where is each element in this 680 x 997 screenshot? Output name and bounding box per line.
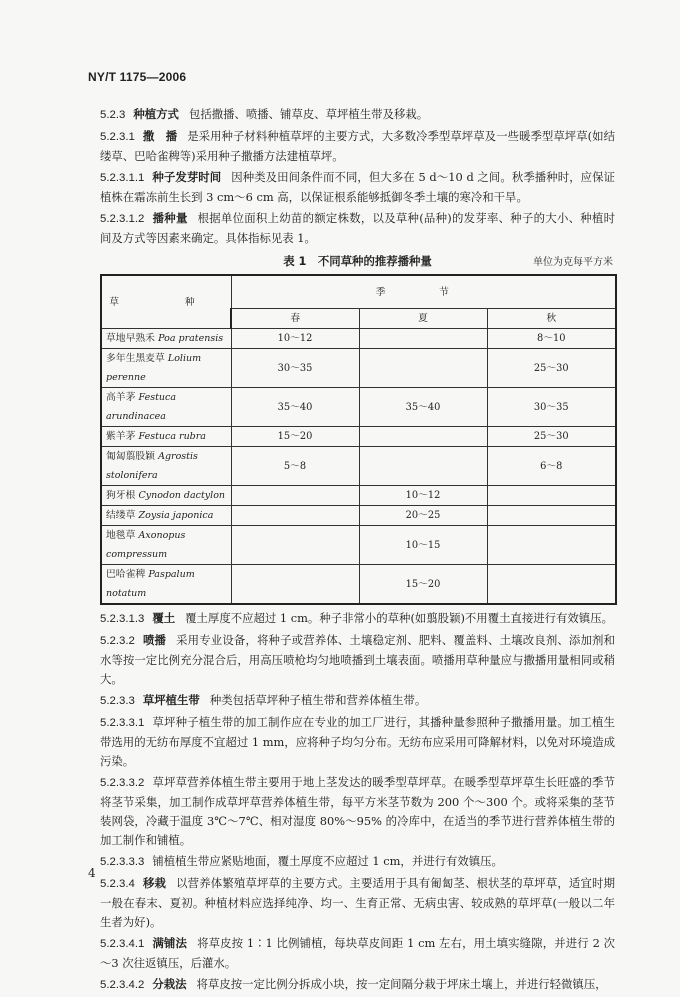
table-row: [101, 388, 616, 427]
section-number: 5.2.3.2: [100, 635, 135, 647]
rate-summer-cell: 15～20: [359, 565, 487, 605]
paragraph-5-2-3-4-1: [100, 934, 615, 973]
grass-latin-name: Cynodon dactylon: [138, 490, 226, 501]
grass-chinese-name: 地毯草: [106, 530, 136, 541]
paragraph-5-2-3-3-3: [100, 852, 615, 872]
section-text: 包括撒播、喷播、铺草皮、草坪植生带及移栽。: [188, 107, 429, 121]
section-number: 5.2.3.1: [100, 131, 135, 143]
table-row: [101, 447, 616, 486]
paragraph-5-2-3-1-2: [100, 209, 615, 248]
grass-name-cell: [101, 506, 231, 526]
grass-chinese-name: 高羊茅: [106, 392, 136, 403]
grass-name-cell: [101, 349, 231, 388]
rate-spring-cell: [231, 565, 359, 605]
rate-spring-cell: 30～35: [231, 349, 359, 388]
paragraph-5-2-3-1-3: [100, 609, 615, 629]
section-keyword: 种植方式: [133, 107, 179, 121]
paragraph-5-2-3-3-2: [100, 773, 615, 850]
paragraph-5-2-3-1-1: [100, 168, 615, 207]
section-number: 5.2.3.1.3: [100, 613, 145, 625]
section-number: 5.2.3.1.1: [100, 172, 145, 184]
section-number: 5.2.3.4: [100, 878, 135, 890]
paragraph-5-2-3-2: [100, 631, 615, 689]
grass-chinese-name: 紫羊茅: [106, 431, 136, 442]
section-number: 5.2.3.1.2: [100, 213, 145, 225]
rate-summer-cell: 10～12: [359, 486, 487, 506]
grass-chinese-name: 草地早熟禾: [106, 333, 155, 344]
grass-chinese-name: 匍匐翦股颖: [106, 451, 155, 462]
grass-chinese-name: 狗牙根: [106, 490, 136, 501]
column-header-season: 季 节: [231, 275, 616, 309]
rate-spring-cell: 15～20: [231, 427, 359, 447]
section-text: 覆土厚度不应超过 1 cm。种子非常小的草种(如翦股颖)不用覆土直接进行有效镇压。: [185, 611, 613, 625]
table-header-row: [101, 275, 616, 309]
column-header-grass: 草 种: [101, 275, 231, 329]
section-number: 5.2.3: [100, 109, 126, 121]
grass-latin-name: Festuca arundinacea: [106, 392, 177, 422]
rate-autumn-cell: [487, 486, 616, 506]
section-number: 5.2.3.4.2: [100, 979, 145, 991]
table-row: [101, 526, 616, 565]
rate-spring-cell: 5～8: [231, 447, 359, 486]
table-unit: 单位为克每平方米: [533, 257, 613, 268]
section-text: 草坪种子植生带的加工制作应在专业的加工厂进行，其播种量参照种子撒播用量。加工植生带选用的无纺布厚度不宜超过 1 mm，应将种子均匀分布。无纺布应采用可降解材料，以免对环境造成污染。: [100, 715, 615, 768]
table-row: [101, 427, 616, 447]
table-body: [101, 329, 616, 605]
grass-name-cell: [101, 388, 231, 427]
grass-chinese-name: 多年生黑麦草: [106, 353, 165, 364]
rate-summer-cell: 35～40: [359, 388, 487, 427]
section-text: 采用专业设备，将种子或营养体、土壤稳定剂、肥料、覆盖料、土壤改良剂、添加剂和水等按一定比例充分混合后，用高压喷枪均匀地喷播到土壤表面。喷播用草种量应与撒播用量相同或稍大。: [100, 633, 615, 686]
rate-autumn-cell: [487, 565, 616, 605]
column-header-spring: 春: [231, 309, 359, 329]
grass-latin-name: Axonopus compressum: [106, 530, 186, 560]
section-keyword: 撒 播: [142, 129, 178, 143]
grass-name-cell: [101, 447, 231, 486]
section-keyword: 分栽法: [152, 977, 187, 991]
grass-name-cell: [101, 486, 231, 506]
rate-summer-cell: [359, 349, 487, 388]
paragraph-5-2-3-3-1: [100, 713, 615, 771]
section-text: 根据单位面积上幼苗的额定株数，以及草种(品种)的发芽率、种子的大小、种植时间及方式等因素来确定。具体指标见表 1。: [100, 211, 615, 245]
table-row: [101, 506, 616, 526]
paragraph-5-2-3-4: [100, 874, 615, 932]
section-text: 种类包括草坪种子植生带和营养体植生带。: [209, 693, 427, 707]
section-number: 5.2.3.3.3: [100, 856, 145, 868]
section-text: 因种类及田间条件而不同，但大多在 5 d～10 d 之间。秋季播种时，应保证植株在霜冻前生长到 3 cm～6 cm 高，以保证根系能够抵御冬季土壤的寒冷和干旱。: [100, 170, 615, 204]
rate-spring-cell: [231, 526, 359, 565]
paragraph-5-2-3: [100, 105, 615, 125]
rate-summer-cell: 20～25: [359, 506, 487, 526]
rate-summer-cell: [359, 427, 487, 447]
rate-autumn-cell: [487, 506, 616, 526]
section-keyword: 覆土: [152, 611, 176, 625]
paragraph-5-2-3-3: [100, 691, 615, 711]
rate-summer-cell: [359, 329, 487, 349]
table-row: [101, 565, 616, 605]
document-code: NY/T 1175—2006: [88, 70, 187, 84]
rate-spring-cell: 10～12: [231, 329, 359, 349]
document-body: [100, 105, 615, 997]
section-text: 是采用种子材料种植草坪的主要方式，大多数冷季型草坪草及一些暖季型草坪草(如结缕草、巴哈雀稗等)采用种子撒播方法建植草坪。: [100, 129, 615, 163]
rate-autumn-cell: 30～35: [487, 388, 616, 427]
table-title: 表 1 不同草种的推荐播种量: [283, 254, 432, 268]
table-row: [101, 329, 616, 349]
grass-latin-name: Paspalum notatum: [106, 569, 195, 599]
rate-spring-cell: 35～40: [231, 388, 359, 427]
rate-summer-cell: 10～15: [359, 526, 487, 565]
section-keyword: 草坪植生带: [142, 693, 200, 707]
section-number: 5.2.3.3.1: [100, 717, 145, 729]
section-number: 5.2.3.4.1: [100, 938, 145, 950]
rate-autumn-cell: 6～8: [487, 447, 616, 486]
table-row: [101, 349, 616, 388]
paragraph-5-2-3-1: [100, 127, 615, 166]
section-text: 铺植植生带应紧贴地面，覆土厚度不应超过 1 cm，并进行有效镇压。: [152, 854, 503, 868]
section-keyword: 移栽: [142, 876, 167, 890]
section-number: 5.2.3.3: [100, 695, 135, 707]
page-number: 4: [88, 866, 96, 880]
rate-summer-cell: [359, 447, 487, 486]
paragraph-5-2-3-4-2: [100, 975, 615, 995]
section-keyword: 喷播: [142, 633, 167, 647]
grass-latin-name: Zoysia japonica: [138, 510, 214, 521]
rate-spring-cell: [231, 506, 359, 526]
section-number: 5.2.3.3.2: [100, 777, 145, 789]
grass-chinese-name: 巴哈雀稗: [106, 569, 146, 580]
grass-name-cell: [101, 329, 231, 349]
column-header-summer: 夏: [359, 309, 487, 329]
section-keyword: 满铺法: [152, 936, 188, 950]
grass-chinese-name: 结缕草: [106, 510, 136, 521]
seeding-rate-table: [100, 274, 617, 605]
rate-autumn-cell: 25～30: [487, 427, 616, 447]
column-header-autumn: 秋: [487, 309, 616, 329]
section-text: 以营养体繁殖草坪草的主要方式。主要适用于具有匍匐茎、根状茎的草坪草，适宜时期一般在春末、夏初。种植材料应选择纯净、均一、生育正常、无病虫害、较成熟的草坪草(一般以二年生者为好)。: [100, 876, 615, 929]
grass-latin-name: Festuca rubra: [138, 431, 206, 442]
grass-name-cell: [101, 526, 231, 565]
rate-autumn-cell: [487, 526, 616, 565]
rate-autumn-cell: 8～10: [487, 329, 616, 349]
section-text: 将草皮按一定比例分拆成小块，按一定间隔分栽于坪床土壤上，并进行轻微镇压，: [196, 977, 607, 991]
grass-latin-name: Agrostis stolonifera: [106, 451, 198, 481]
table-row: [101, 486, 616, 506]
rate-autumn-cell: 25～30: [487, 349, 616, 388]
table-caption: [100, 252, 615, 272]
section-text: 将草皮按 1∶1 比例铺植，每块草皮间距 1 cm 左右，用土填实缝隙，并进行 2 次～3 次往返镇压，后灌水。: [100, 936, 615, 970]
section-keyword: 种子发芽时间: [152, 170, 222, 184]
section-text: 草坪草营养体植生带主要用于地上茎发达的暖季型草坪草。在暖季型草坪草生长旺盛的季节将茎节采集，加工制作成草坪草营养体植生带，每平方米茎节数为 200 个～300 个。或将采集的茎节装网袋，冷藏于温度 3℃～7℃、相对湿度 80%～95% 的冷库中，在适当的季节进行营养体植生带的加工制作和铺植。: [100, 775, 615, 847]
grass-latin-name: Lolium perenne: [106, 353, 202, 383]
grass-name-cell: [101, 565, 231, 605]
grass-latin-name: Poa pratensis: [158, 333, 224, 344]
rate-spring-cell: [231, 486, 359, 506]
grass-name-cell: [101, 427, 231, 447]
section-keyword: 播种量: [152, 211, 188, 225]
